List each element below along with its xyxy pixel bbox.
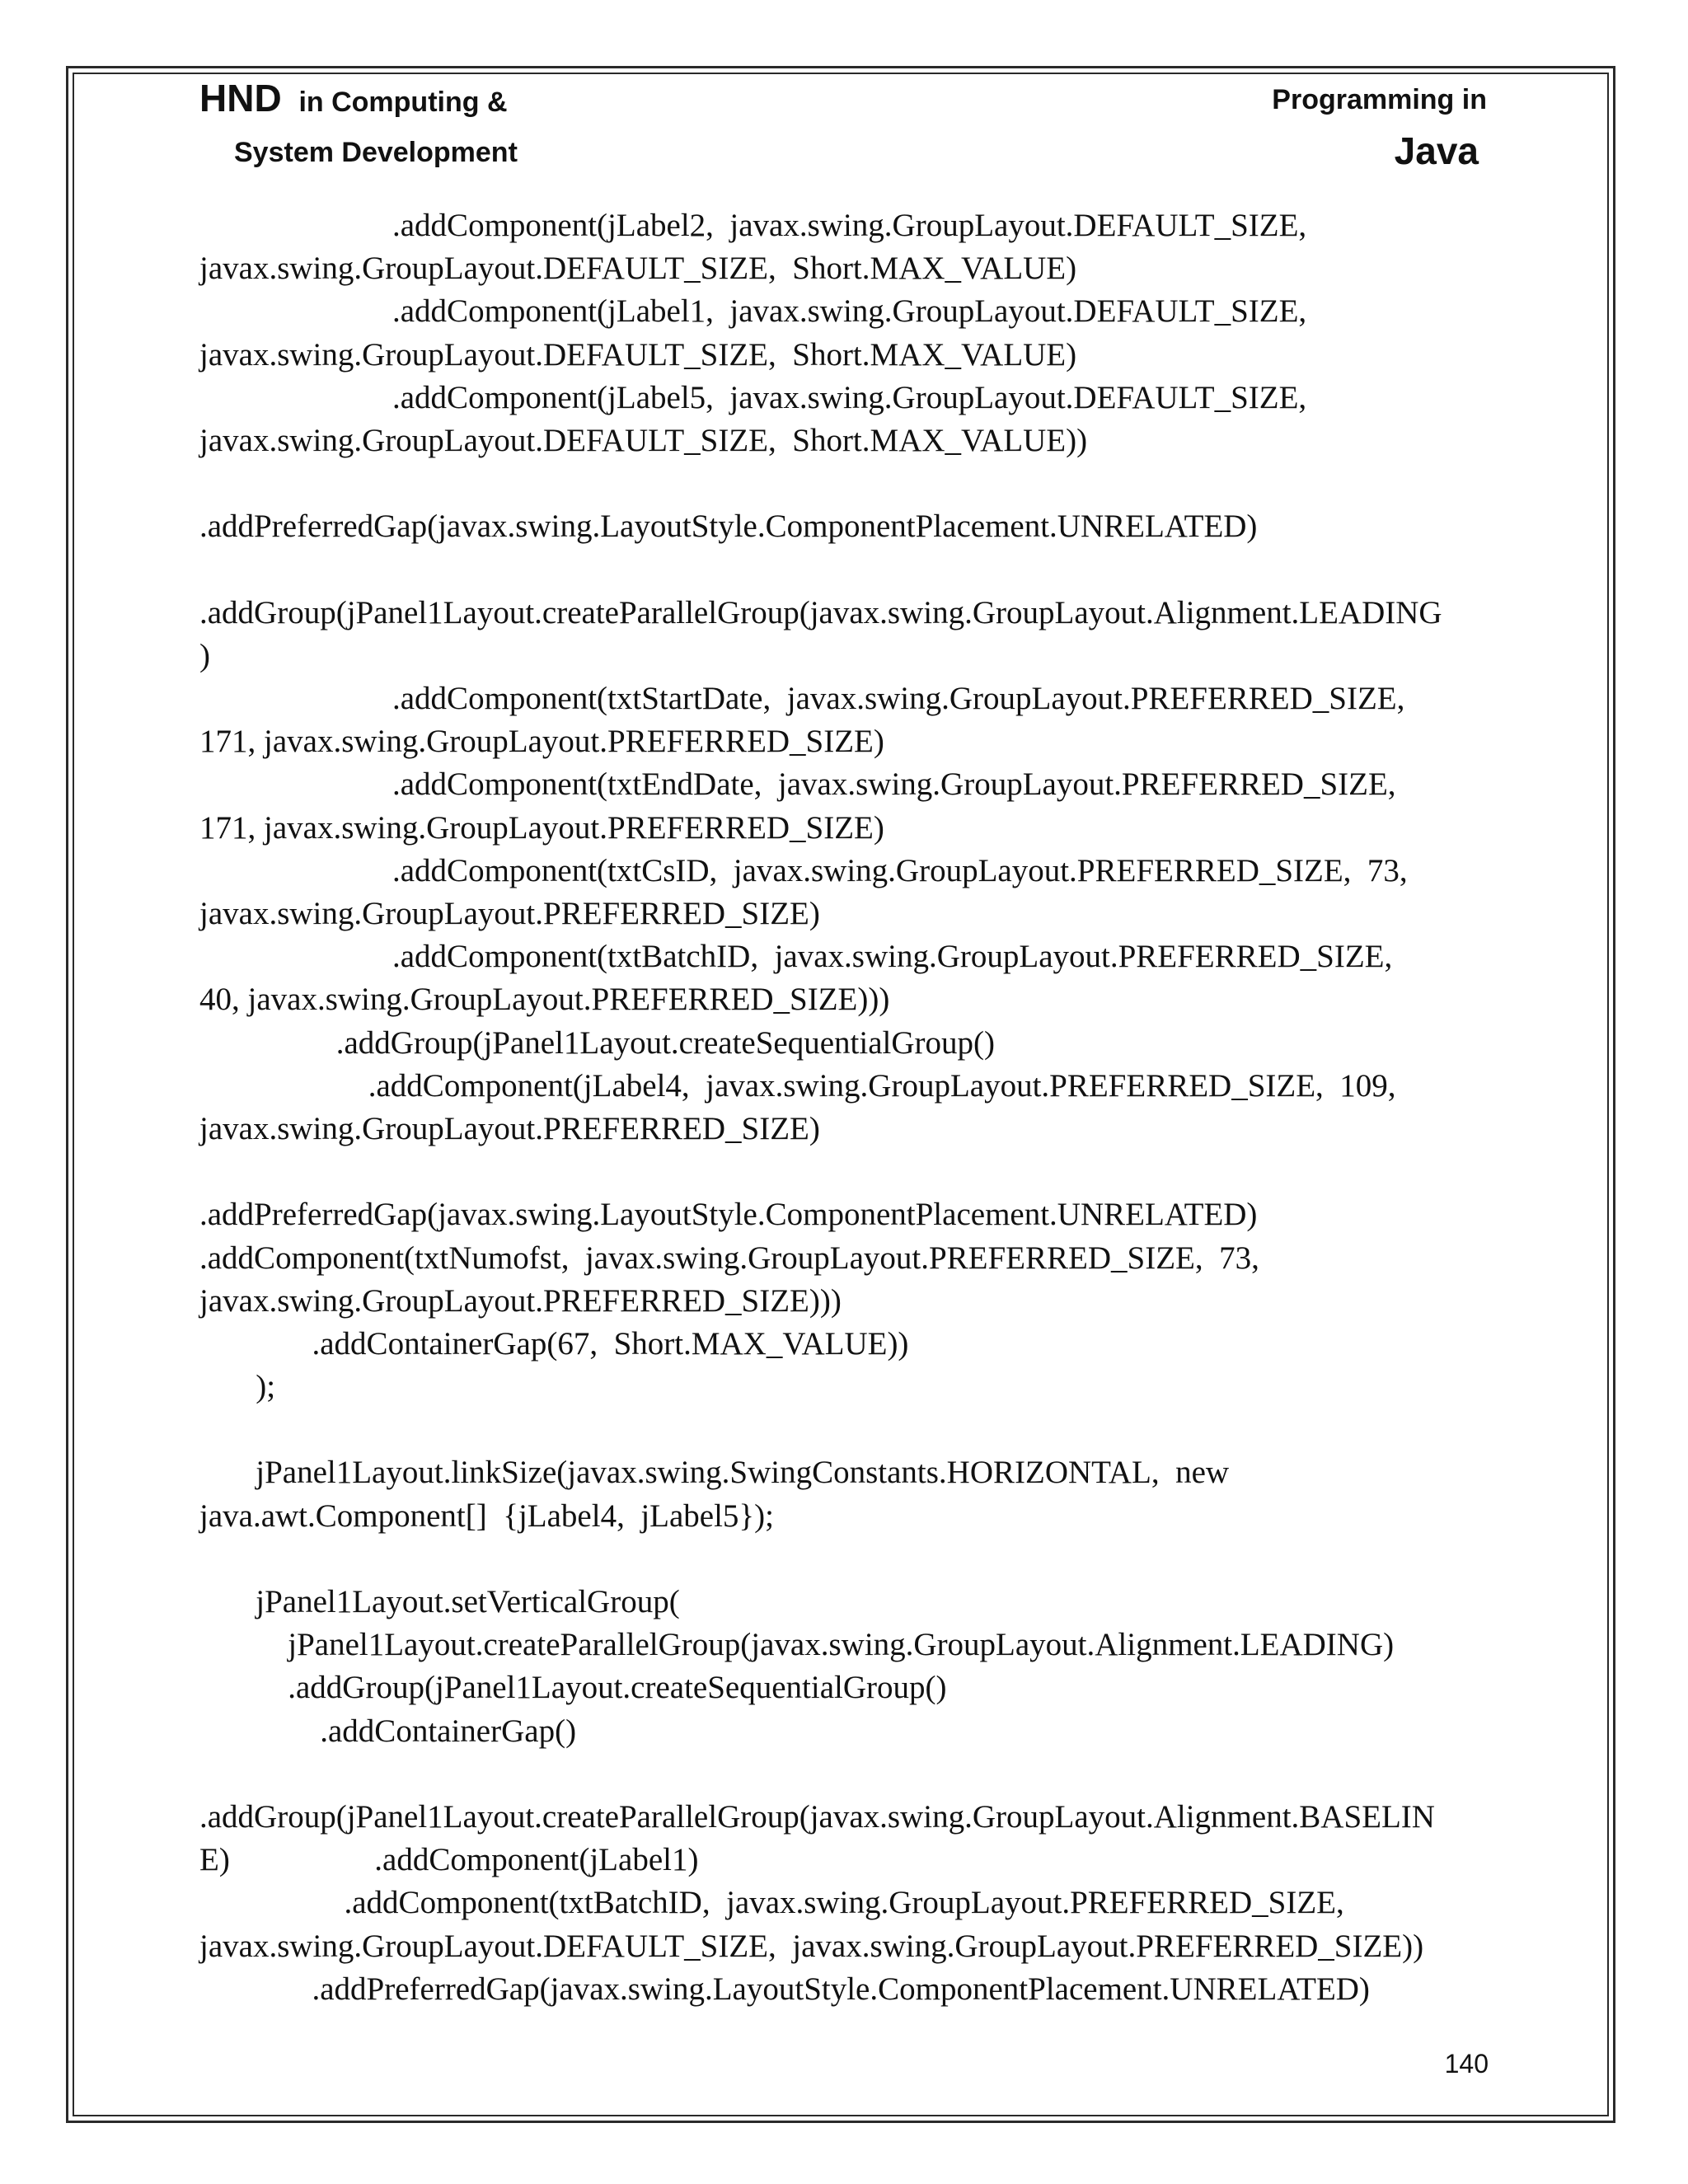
header-hnd: HND [199,77,282,120]
code-line: .addComponent(txtBatchID, javax.swing.GroupLayout.PREFERRED_SIZE, [199,1885,1344,1921]
code-line: 171, javax.swing.GroupLayout.PREFERRED_SIZE) [199,724,884,760]
code-line [199,1753,1502,1796]
code-line: jPanel1Layout.createParallelGroup(javax.swing.GroupLayout.Alignment.LEADING) [199,1627,1395,1663]
code-line: javax.swing.GroupLayout.PREFERRED_SIZE))) [199,1282,842,1319]
code-line: .addPreferredGap(javax.swing.LayoutStyle.ComponentPlacement.UNRELATED) [199,1971,1370,2007]
code-line: javax.swing.GroupLayout.PREFERRED_SIZE) [199,1110,820,1146]
page-number: 140 [1444,2049,1489,2079]
code-line: jPanel1Layout.linkSize(javax.swing.SwingConstants.HORIZONTAL, new [199,1455,1230,1491]
code-line: javax.swing.GroupLayout.DEFAULT_SIZE, Short.MAX_VALUE) [199,251,1077,287]
code-line: E) .addComponent(jLabel1) [199,1842,699,1878]
code-line: .addPreferredGap(javax.swing.LayoutStyle.ComponentPlacement.UNRELATED) [199,1197,1258,1233]
code-line: .addGroup(jPanel1Layout.createParallelGroup(javax.swing.GroupLayout.Alignment.BASELIN [199,1798,1435,1835]
code-line: 40, javax.swing.GroupLayout.PREFERRED_SIZE))) [199,982,890,1018]
code-line [199,549,1502,592]
code-line: ) [199,637,210,673]
code-line: .addComponent(txtEndDate, javax.swing.GroupLayout.PREFERRED_SIZE, [199,766,1396,803]
code-line: javax.swing.GroupLayout.DEFAULT_SIZE, Short.MAX_VALUE)) [199,422,1088,458]
code-listing [199,204,1502,2011]
header-right-line1: Programming in [1272,84,1487,115]
code-line: .addGroup(jPanel1Layout.createSequentialGroup() [199,1670,947,1706]
code-line: .addContainerGap() [199,1713,577,1749]
code-line [199,1538,1502,1581]
code-line: .addContainerGap(67, Short.MAX_VALUE)) [199,1325,909,1361]
code-line: .addComponent(txtBatchID, javax.swing.GroupLayout.PREFERRED_SIZE, [199,939,1393,975]
header-left-line2: System Development [234,137,518,168]
code-line: 171, javax.swing.GroupLayout.PREFERRED_SIZE) [199,809,884,846]
code-line: .addComponent(jLabel2, javax.swing.GroupLayout.DEFAULT_SIZE, [199,208,1307,243]
code-line: ); [199,1369,276,1405]
code-line [199,1151,1502,1193]
code-line: .addPreferredGap(javax.swing.LayoutStyle.ComponentPlacement.UNRELATED) [199,509,1258,545]
code-line: javax.swing.GroupLayout.DEFAULT_SIZE, javax.swing.GroupLayout.PREFERRED_SIZE)) [199,1928,1424,1964]
code-line: .addComponent(txtStartDate, javax.swing.GroupLayout.PREFERRED_SIZE, [199,681,1405,717]
code-line [199,1408,1502,1451]
header-left-rest: in Computing & [298,87,508,118]
code-line: javax.swing.GroupLayout.PREFERRED_SIZE) [199,896,820,931]
code-line: javax.swing.GroupLayout.DEFAULT_SIZE, Short.MAX_VALUE) [199,336,1077,373]
code-line: .addComponent(jLabel5, javax.swing.GroupLayout.DEFAULT_SIZE, [199,379,1307,415]
code-line [199,462,1502,505]
code-line: .addComponent(txtCsID, javax.swing.GroupLayout.PREFERRED_SIZE, 73, [199,852,1408,888]
code-line: jPanel1Layout.setVerticalGroup( [199,1584,680,1619]
code-line: .addGroup(jPanel1Layout.createSequentialGroup() [199,1024,995,1061]
header-left-line1 [199,77,508,120]
code-line: java.awt.Component[] {jLabel4, jLabel5}); [199,1497,774,1534]
code-line: .addComponent(txtNumofst, javax.swing.GroupLayout.PREFERRED_SIZE, 73, [199,1240,1259,1276]
code-line: .addGroup(jPanel1Layout.createParallelGroup(javax.swing.GroupLayout.Alignment.LEADING [199,594,1442,630]
code-line: .addComponent(jLabel4, javax.swing.GroupLayout.PREFERRED_SIZE, 109, [199,1067,1396,1104]
code-line: .addComponent(jLabel1, javax.swing.GroupLayout.DEFAULT_SIZE, [199,293,1307,330]
header-right-line2: Java [1394,129,1479,172]
